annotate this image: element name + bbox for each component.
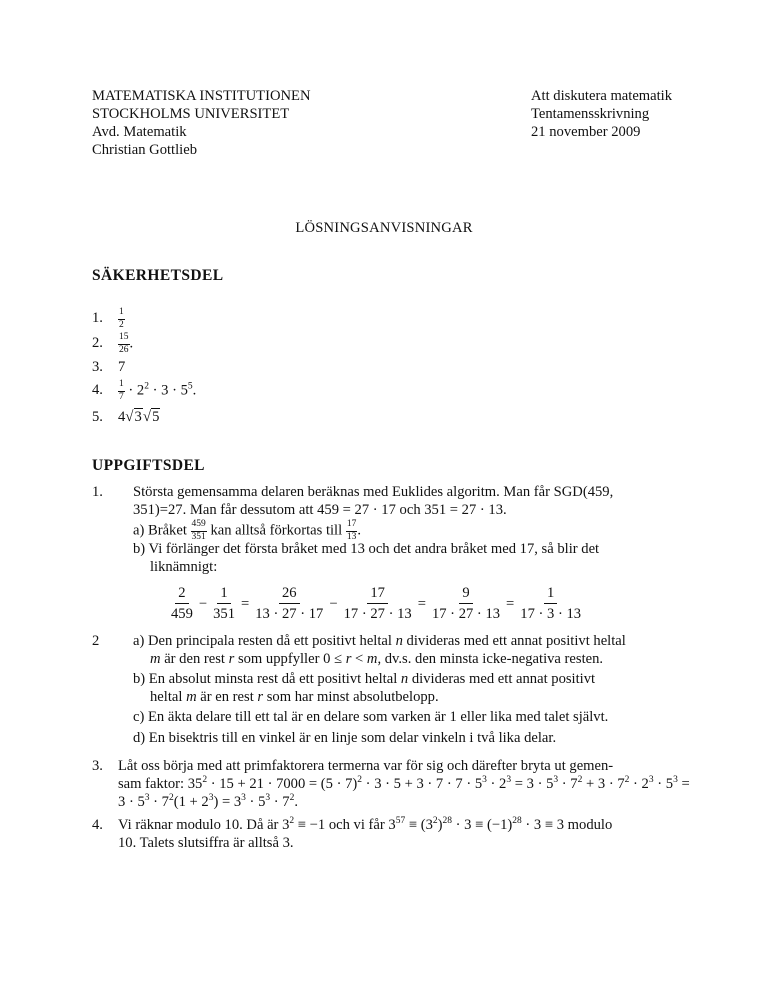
problem-4-number: 4. — [92, 817, 103, 833]
denominator: 459 — [171, 605, 193, 622]
text-line: b) Vi förlänger det första bråket med 13 och det andra bråket med 17, så blir det — [133, 541, 600, 557]
header-left — [92, 87, 310, 159]
fraction — [118, 308, 125, 330]
problem-1-number: 1. — [92, 484, 103, 500]
item-number: 2. — [92, 335, 103, 352]
fraction — [191, 520, 207, 542]
fraction — [210, 586, 238, 621]
denominator: 7 — [119, 391, 124, 402]
operator: − — [329, 595, 338, 612]
operator: = — [417, 595, 426, 612]
denominator: 13 · 27 · 17 — [255, 605, 324, 622]
operator: = — [506, 595, 515, 612]
text-line: sam faktor: $35^2 \cdot 15 + 21 \cdot 7000 = (5 \cdot 7)^2 \cdot 3 \cdot 5 + 3 \cdot 7 \cdot 7 \cdot 5^3 \cdot 2^3 = 3 \cdot 5^3 \cdot 7^2 + 3 \cdot 7^2 \cdot 2^3 \cdot 5^3$ = — [118, 775, 690, 792]
problem-2a — [133, 632, 626, 668]
course-name: Att diskutera matematik — [531, 88, 673, 104]
problem-2-number: 2 — [92, 633, 100, 649]
denominator: 17 · 27 · 13 — [431, 605, 501, 622]
problem-1a — [133, 520, 361, 542]
problem-1-text — [133, 483, 740, 519]
exam-type: Tentamensskrivning — [531, 106, 650, 122]
equation-display — [168, 586, 584, 621]
punctuation: . — [192, 382, 197, 399]
answer-item-5 — [92, 408, 160, 426]
answer-item-1 — [92, 308, 125, 330]
numerator: 1 — [118, 308, 125, 320]
text-line: 10. Talets slutsiffra är alltså 3. — [118, 835, 294, 851]
item-number: 1. — [92, 310, 103, 327]
fraction — [168, 586, 196, 621]
numerator: 17 — [346, 520, 358, 532]
text-line: Låt oss börja med att primfaktorera termerna var för sig och därefter bryta ut gemen- — [118, 758, 614, 774]
text-line: Största gemensamma delaren beräknas med Euklides algoritm. Man får SGD(459, — [133, 484, 614, 500]
section-heading-sakerhetsdel: SÄKERHETSDEL — [92, 267, 224, 284]
problem-4-text — [118, 816, 612, 852]
item-number: 3. — [92, 359, 103, 375]
text-line: Vi räknar modulo 10. Då är $3^2 \equiv -1$ och vi får $3^{57} \equiv (3^2)^{28} \cdot 3 \equiv (-1)^{28} \cdot 3 \equiv 3$ modulo — [118, 816, 613, 833]
answer-value: 7 — [118, 359, 126, 375]
numerator: 1 — [544, 586, 557, 604]
text-line: m är den rest r som uppfyller 0 ≤ r < m, dv.s. den minsta icke-negativa resten. — [150, 651, 604, 667]
fraction — [118, 380, 125, 402]
denominator: 2 — [119, 319, 124, 330]
answer-item-2 — [92, 333, 133, 355]
text-line: b) En absolut minsta rest då ett positivt heltal n divideras med ett annat positivt — [133, 671, 596, 687]
denominator: 17 · 3 · 13 — [520, 605, 582, 622]
answer-item-3 — [92, 358, 125, 376]
numerator: 17 — [367, 586, 388, 604]
fraction — [118, 333, 130, 355]
numerator: 26 — [279, 586, 300, 604]
numerator: 9 — [459, 586, 472, 604]
text-part: a) Bråket — [133, 522, 191, 539]
expr-part: · 2 — [128, 382, 145, 399]
exponent: 2 — [144, 381, 149, 392]
square-root: √5 — [142, 409, 160, 425]
denominator: 351 — [213, 605, 236, 622]
punctuation: . — [129, 335, 134, 352]
expr-part: · 3 · 5 — [148, 382, 188, 399]
operator: = — [241, 595, 250, 612]
denominator: 26 — [119, 344, 129, 355]
problem-2d: d) En bisektris till en vinkel är en linje som delar vinkeln i två lika delar. — [133, 730, 557, 746]
problem-2c: c) En äkta delare till ett tal är en delare som varken är 1 eller lika med talet självt. — [133, 709, 609, 725]
numerator: 459 — [191, 520, 207, 532]
operator: − — [198, 595, 208, 612]
header-right — [531, 87, 672, 141]
text-line: heltal m är en rest r som har minst absolutbelopp. — [150, 689, 439, 705]
problem-1b — [133, 540, 599, 576]
problem-3-text — [118, 757, 690, 811]
exam-date: 21 november 2009 — [531, 124, 641, 140]
radicand: 5 — [152, 409, 160, 425]
problem-2b — [133, 670, 595, 706]
author-name: Christian Gottlieb — [92, 142, 197, 158]
punctuation: . — [357, 522, 361, 539]
denominator: 351 — [191, 531, 206, 542]
square-root: √3 — [125, 409, 142, 425]
text-line: a) Den principala resten då ett positivt heltal n divideras med ett annat positivt heltal — [133, 633, 626, 649]
numerator: 1 — [118, 380, 125, 392]
fraction — [341, 586, 415, 621]
university-name: STOCKHOLMS UNIVERSITET — [92, 106, 290, 122]
fraction — [429, 586, 503, 621]
item-number: 4. — [92, 382, 103, 399]
denominator: 13 — [346, 531, 357, 542]
fraction — [346, 520, 358, 542]
fraction — [517, 586, 584, 621]
radicand: 3 — [134, 409, 142, 425]
fraction — [252, 586, 326, 621]
text-line: $3 \cdot 5^3 \cdot 7^2(1 + 2^3) = 3^3 \cdot 5^3 \cdot 7^2$. — [118, 793, 298, 810]
exponent: 5 — [187, 381, 193, 392]
text-part: kan alltså förkortas till — [206, 522, 346, 539]
text-line: 351)=27. Man får dessutom att 459 = 27 · 17 och 351 = 27 · 13. — [133, 502, 507, 518]
item-number: 5. — [92, 409, 103, 425]
department-name: Avd. Matematik — [92, 124, 187, 140]
problem-3-number: 3. — [92, 758, 103, 774]
document-title: LÖSNINGSANVISNINGAR — [295, 220, 473, 236]
institution-name: MATEMATISKA INSTITUTIONEN — [92, 88, 311, 104]
numerator: 1 — [217, 586, 230, 604]
numerator: 15 — [118, 333, 130, 345]
answer-item-4 — [92, 380, 196, 402]
section-heading-uppgiftsdel: UPPGIFTSDEL — [92, 457, 205, 474]
denominator: 17 · 27 · 13 — [343, 605, 412, 622]
numerator: 2 — [175, 586, 188, 604]
coefficient: 4 — [118, 409, 126, 425]
text-line: liknämnigt: — [150, 559, 218, 575]
